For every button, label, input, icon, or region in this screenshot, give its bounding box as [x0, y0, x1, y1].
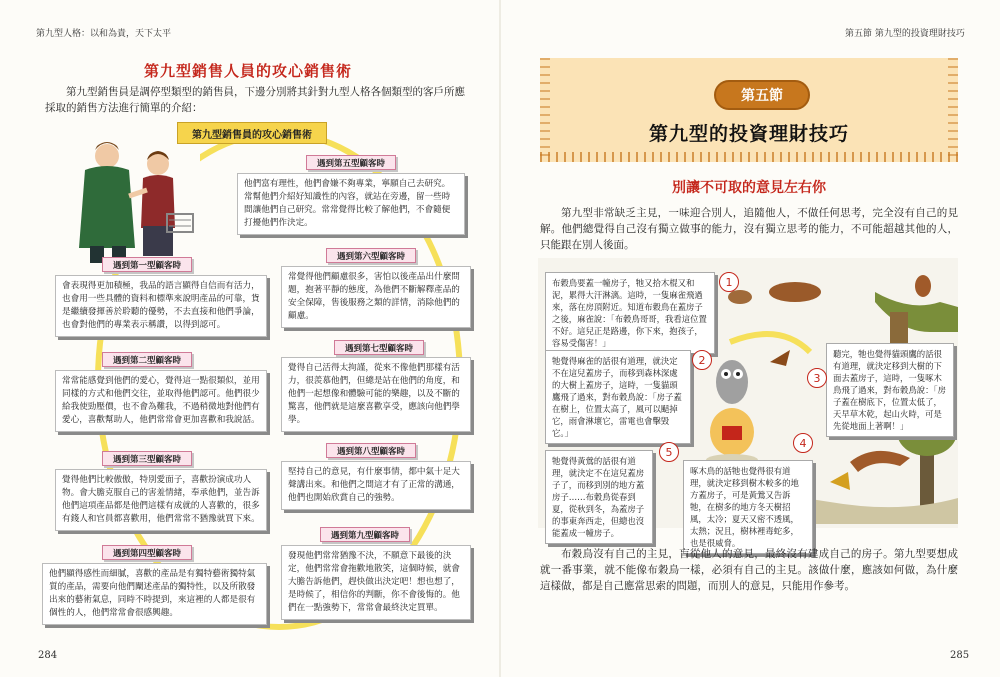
story-box-2: 牠覺得麻雀的話很有道理，就決定不在這兒蓋房子，而移到森林深處的大樹上蓋房子，這時，一隻貓頭鷹飛了過來，對布穀鳥說：「房子蓋在樹上，位置太高了，風可以颳掉它，雨會淋壞它，雷電也會擊毀它。」	[545, 350, 691, 444]
card-text-type4: 他們顯得感性而細膩，喜歡的產品是有獨特藝術獨特氣質的產品，需要向他們闡述產品的獨特性，以及所散發出來的藝術氣息，同時不時提到，來這裡的人都是很有個性的人，他們常常會很感興趣。	[42, 563, 267, 625]
card-label-type4: 遇到第四型顧客時	[102, 545, 192, 560]
left-running-head: 第九型人格：以和為貴，天下太平	[36, 29, 172, 39]
card-text-type7: 覺得自己活得太拘謹，從來不像他們那樣有活力，很羨慕他們，但總是站在他們的角度，和他們一起想像和體驗可能的樂趣，以及不斷的驚喜，他們就是這麼喜歡享受，應該向他們學學。	[281, 357, 471, 432]
card-label-type1: 遇到第一型顧客時	[102, 257, 192, 272]
card-label-type8: 遇到第八型顧客時	[326, 443, 416, 458]
section-title: 第九型的投資理財技巧	[648, 123, 849, 145]
story-number-1: 1	[719, 272, 739, 292]
center-banner: 第九型銷售員的攻心銷售術	[177, 122, 327, 144]
card-text-type1: 會表現得更加積極，我品的語言顯得自信而有活力，也會用一些具體的資料和標準來說明產品的可靠，貨是繼續發揮善於聆聽的優勢，不去直接和他們爭論，也會對他們的專業表示稱讚，以得到認可。	[55, 275, 267, 337]
story-box-3: 聽完，牠也覺得貓頭鷹的話很有道理，就決定移到大樹的下面去蓋房子，這時，一隻啄木鳥飛了過來，對布穀鳥說：「房子蓋在樹底下，位置太低了，天早草木乾，起山火時，可是先從地面上著啊！」	[826, 343, 954, 437]
left-page-title: 第九型銷售人員的攻心銷售術	[144, 62, 353, 80]
card-label-type6: 遇到第六型顧客時	[326, 248, 416, 263]
card-text-type8: 堅持自己的意見，有什麼事情，都中氣十足大聲講出來。和他們之間這才有了正常的溝通，他們也開始欣賞自己的強勢。	[281, 461, 471, 510]
card-label-type5: 遇到第五型顧客時	[306, 155, 396, 170]
card-label-type7: 遇到第七型顧客時	[334, 340, 424, 355]
card-text-type3: 覺得他們比較傲傲，特別愛面子，喜歡扮演成功人物。會大膽克服自己的害羞情緒，奉承他們，並告訴他們這項產品都是他們這樣有成就的人喜歡的，很多有錢人和官員都喜歡用，他們常常不猶豫就買下來。	[55, 469, 267, 531]
right-page-number: 285	[950, 650, 970, 661]
story-box-4: 啄木鳥的話牠也覺得很有道理，就決定移到樹木較多的地方蓋房子，可是黃鶯又告訴牠，在樹多的地方冬天樹招風，太冷；夏天又密不透風，太熱；況且，樹林裡毒蛇多，也是很威脅。	[683, 460, 813, 554]
card-text-type6: 常覺得他們顧慮很多，害怕以後產品出什麼問題，抱著平靜的態度，為他們不斷解釋產品的安全保障，售後服務之類的詳情，消除他們的顧慮。	[281, 266, 471, 328]
book-gutter	[499, 0, 501, 677]
card-label-type3: 遇到第三型顧客時	[102, 451, 192, 466]
story-number-4: 4	[793, 433, 813, 453]
story-number-2: 2	[692, 350, 712, 370]
header-dot-border-right	[948, 58, 958, 162]
section-header-band	[540, 58, 958, 162]
header-dot-border-left	[540, 58, 550, 162]
story-box-1: 布穀鳥要蓋一幢房子，牠又拾木棍又和泥，累得大汗淋漓。這時，一隻麻雀飛過來，落在房頂附近。知道布穀鳥在蓋房子之後，麻雀說：「布穀鳥哥哥，我看這位置不好。這兒正是路邊，你下來，抱孩子，容易受傷害！」	[545, 272, 715, 354]
story-number-5: 5	[659, 442, 679, 462]
card-label-type2: 遇到第二型顧客時	[102, 352, 192, 367]
right-intro-paragraph: 第九型非常缺乏主見，一味迎合別人，追隨他人，不做任何思考，完全沒有自己的見解。他們總覺得自己沒有獨立做事的能力，沒有獨立思考的能力，不可能超越其他的人，只能跟在別人後面。	[540, 207, 958, 251]
right-running-head: 第五節 第九型的投資理財技巧	[845, 29, 965, 39]
header-dot-border-bottom	[540, 152, 958, 162]
card-label-type9: 遇到第九型顧客時	[320, 527, 410, 542]
left-intro-paragraph: 第九型銷售員是調停型類型的銷售員，下邊分別將其針對九型人格各個類型的客戶所應採取的銷售方法進行簡單的介紹：	[45, 86, 465, 114]
story-number-3: 3	[807, 368, 827, 388]
card-text-type2: 常常能感覺到他們的愛心，覺得這一點很類似，並用同樣的方式和他們交往，並取得他們認可。他們很少給我使勁壓價，也不會為難我，不過稍微地對他們有愛心，喜歡幫助人，他們常常會更加喜歡和我說話。	[55, 370, 267, 432]
right-subtitle: 別讓不可取的意見左右你	[672, 180, 826, 196]
salespeople-illustration	[55, 128, 200, 263]
left-page-number: 284	[38, 650, 58, 661]
section-badge: 第五節	[714, 80, 810, 110]
card-text-type9: 發現他們常常猶豫不決，不願意下最後的決定，他們常常會拖歡地散笑，這個時候，就會大膽告訴他們，趕快做出決定吧！想也想了，是時候了，相信你的判斷，你不會後悔的。他們在一點強勢下，常常會最終決定買單。	[281, 545, 471, 620]
story-box-5: 牠覺得黃鶯的話很有道理，就決定不在這兒蓋房子了，而移到別的地方蓋房子……布穀鳥從春到夏，從秋到冬，為蓋房子的事東奔西走，但總也沒能蓋成一幢房子。	[545, 450, 653, 544]
right-closing-paragraph: 布穀鳥沒有自己的主見，盲從他人的意見，最終沒有建成自己的房子。第九型要想成就一番事業，就不能像布穀鳥一樣，必須有自己的主見。該做什麼，應該如何做，為什麼這樣做，都是自己應當思索的問題，而別人的意見，只能用作參考。	[540, 548, 958, 592]
card-text-type5: 他們富有理性，他們會嫌不夠專業，寧願自己去研究。常幫他們介紹好知識性的內容，就站在旁邊，留一些時間讓他們自己研究。常常覺得比較了解他們，不會隨便打擾他們作決定。	[237, 173, 465, 235]
